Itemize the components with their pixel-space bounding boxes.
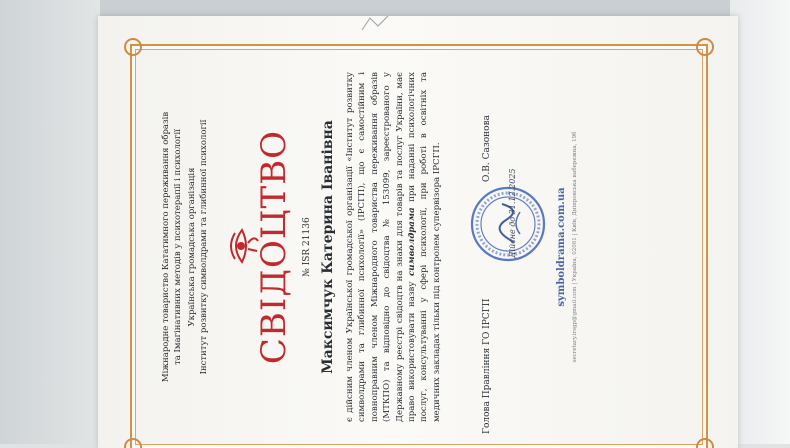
- organization-line: та Імагінативних методів у психотерапії і психології: [173, 129, 183, 365]
- certificate-title: СВІДОЦТВО: [254, 129, 294, 365]
- certificate-paper: [98, 16, 738, 448]
- ornamental-border: [130, 44, 708, 448]
- organization-line: Українська громадська організація: [187, 167, 197, 327]
- certificate-body: [344, 72, 443, 422]
- body-tail-text: при наданні психологічних послуг, консультуванні у сфері психології, при роботі в освітніх та медичних закладах тільки під контролем супервізора ІРСГП.: [407, 72, 442, 422]
- certificate-number: № ISR 21136: [302, 217, 312, 277]
- signatory-name: О.В. Сазонова: [482, 114, 492, 182]
- signature-title: Голова Правління ГО ІРСГП: [482, 298, 492, 434]
- organization-line: Інститут розвитку символдрами та глибинної психології: [199, 119, 209, 375]
- valid-until-date: Дійсне до 31.12.2025: [508, 168, 517, 258]
- body-term: символдрама: [407, 207, 418, 276]
- background-table-left: [0, 0, 100, 444]
- body-intro-text: є дійсним членом Української громадської організації «Інститут розвитку символдрами та глибинної психології» (ІРСГП), що є самостійним і повноправним членом Міжнародного товариства переживання образів (МТКПО) та відповідно до свідоцтва № 153099, зареєстрованого у Державному реєстрі свідоцтв на знаки для товарів та послуг України, має право використовувати назву: [345, 72, 418, 422]
- holder-name: Максимчук Катерина Іванівна: [320, 120, 336, 374]
- organization-header: [160, 66, 210, 428]
- organization-line: Міжнародне товариство Кататимного переживання образів: [161, 111, 171, 383]
- background-table-right: [730, 0, 790, 444]
- website-text: symboldrama.com.ua: [556, 187, 567, 307]
- rotated-certificate-content: [132, 46, 706, 448]
- string-hook-icon: [360, 16, 390, 30]
- footer-contact: secretary.irsgp@gmail.com | Україна, 02081 | Київ, Дніпровська набережна, 19б: [572, 131, 578, 363]
